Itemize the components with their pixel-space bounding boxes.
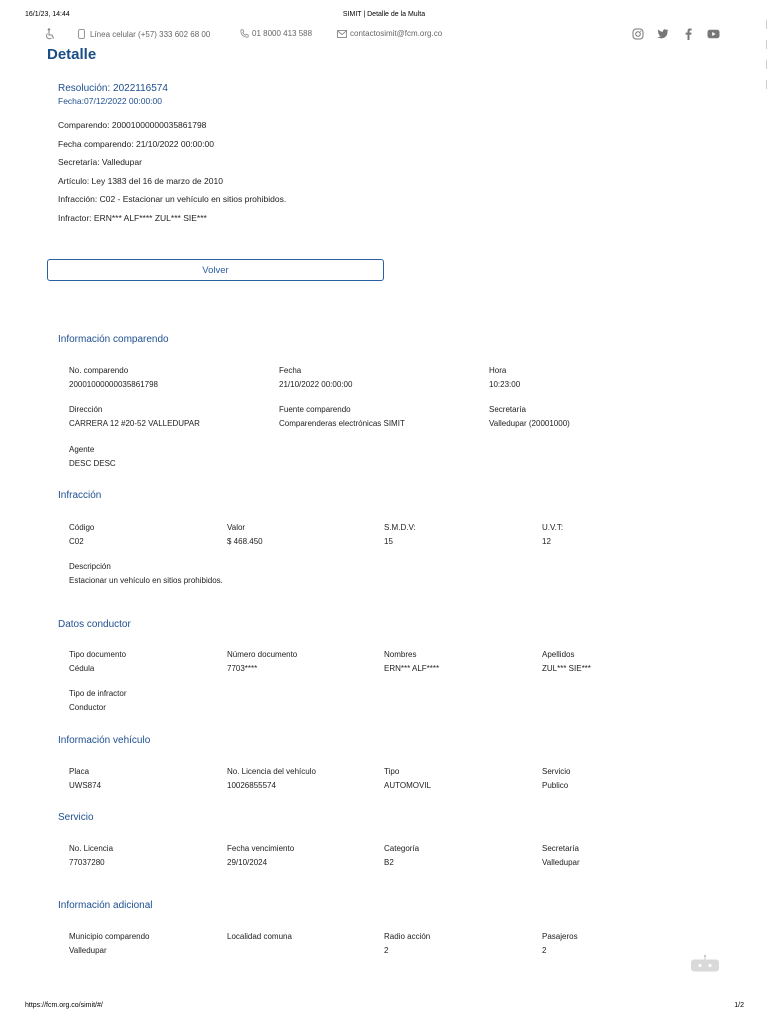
print-datetime: 16/1/23, 14:44 <box>25 11 70 18</box>
field-value: 21/10/2022 00:00:00 <box>279 380 353 389</box>
youtube-icon[interactable] <box>706 27 720 41</box>
field-licencia-vehiculo <box>227 765 316 793</box>
field-secretaria <box>489 403 570 431</box>
field-fuente-comparendo <box>279 403 405 431</box>
field-tipo-vehiculo <box>384 765 431 793</box>
field-value: 15 <box>384 537 393 546</box>
field-label: Municipio comparendo <box>69 932 150 941</box>
field-value: 2 <box>384 946 389 955</box>
field-numero-documento <box>227 648 297 676</box>
contact-telefono-text: 01 8000 413 588 <box>252 29 313 38</box>
chatbot-icon[interactable] <box>690 954 720 972</box>
section-datos-conductor-title: Datos conductor <box>58 619 131 630</box>
field-value: 10:23:00 <box>489 380 521 389</box>
field-value: Publico <box>542 781 569 790</box>
field-label: No. Licencia <box>69 844 114 853</box>
field-value: B2 <box>384 858 394 867</box>
info-secretaria: Secretaría: Valledupar <box>58 157 142 168</box>
field-secretaria-servicio <box>542 842 580 870</box>
field-label: Fuente comparendo <box>279 405 351 414</box>
section-infraccion-title: Infracción <box>58 490 102 501</box>
field-label: No. comparendo <box>69 366 129 375</box>
field-tipo-infractor <box>69 687 127 715</box>
field-hora <box>489 364 520 392</box>
field-label: Nombres <box>384 650 417 659</box>
print-title: SIMIT | Detalle de la Multa <box>342 11 426 18</box>
field-value: 20001000000035861798 <box>69 380 158 389</box>
page-title: Detalle <box>47 46 97 63</box>
contact-telefono[interactable] <box>240 29 312 38</box>
field-label: Pasajeros <box>542 932 578 941</box>
field-value: $ 468.450 <box>227 537 263 546</box>
field-value: C02 <box>69 537 84 546</box>
resolucion-fecha-label: Fecha: <box>58 96 84 106</box>
info-infractor: Infractor: ERN*** ALF**** ZUL*** SIE*** <box>58 212 207 223</box>
field-value: Valledupar <box>542 858 580 867</box>
field-label: Categoría <box>384 844 420 853</box>
facebook-icon[interactable] <box>681 27 695 41</box>
info-fecha-comparendo: Fecha comparendo: 21/10/2022 00:00:00 <box>58 138 214 149</box>
field-apellidos <box>542 648 591 676</box>
field-value: 10026855574 <box>227 781 276 790</box>
field-value: Conductor <box>69 703 106 712</box>
field-value: Comparenderas electrónicas SIMIT <box>279 419 405 428</box>
print-header <box>0 11 768 21</box>
field-value: Cédula <box>69 664 95 673</box>
field-value: UWS874 <box>69 781 102 790</box>
field-direccion <box>69 403 200 431</box>
mobile-icon <box>78 29 85 39</box>
field-no-licencia <box>69 842 113 870</box>
field-codigo <box>69 521 94 549</box>
accessibility-icon[interactable] <box>44 28 55 40</box>
volver-button[interactable]: Volver <box>47 259 384 281</box>
field-label: Tipo de infractor <box>69 689 127 698</box>
field-tipo-documento <box>69 648 126 676</box>
field-label: Código <box>69 523 95 532</box>
edge-marks <box>762 20 768 100</box>
social-links <box>631 27 720 41</box>
info-articulo: Artículo: Ley 1383 del 16 de marzo de 2010 <box>58 175 223 186</box>
print-footer-page: 1/2 <box>734 1002 744 1009</box>
resolucion-fecha-value: 07/12/2022 00:00:00 <box>84 96 162 106</box>
field-value: ERN*** ALF**** <box>384 664 440 673</box>
field-value: Valledupar (20001000) <box>489 419 570 428</box>
field-agente <box>69 443 116 471</box>
field-value: 2 <box>542 946 547 955</box>
print-footer-url: https://fcm.org.co/simit/#/ <box>25 1002 103 1009</box>
field-municipio-comparendo <box>69 930 150 958</box>
field-label: Tipo documento <box>69 650 127 659</box>
field-label: Apellidos <box>542 650 575 659</box>
contact-celular-text: Línea celular (+57) 333 602 68 00 <box>90 29 211 39</box>
contact-celular[interactable] <box>78 29 210 39</box>
resolucion-title: Resolución: 2022116574 <box>58 83 168 94</box>
field-localidad-comuna <box>227 930 292 944</box>
field-radio-accion <box>384 930 430 958</box>
info-infraccion: Infracción: C02 - Estacionar un vehículo en sitios prohibidos. <box>58 194 287 205</box>
resolucion-fecha <box>58 96 162 106</box>
field-value: 77037280 <box>69 858 105 867</box>
field-label: Valor <box>227 523 246 532</box>
field-categoria <box>384 842 419 870</box>
field-value: ZUL*** SIE*** <box>542 664 591 673</box>
field-uvt <box>542 521 563 549</box>
field-label: Secretaría <box>542 844 579 853</box>
field-value: AUTOMOVIL <box>384 781 431 790</box>
field-label: Agente <box>69 445 95 454</box>
field-value: 29/10/2024 <box>227 858 268 867</box>
field-label: Radio acción <box>384 932 431 941</box>
field-label: Fecha vencimiento <box>227 844 295 853</box>
field-label: Servicio <box>542 767 571 776</box>
section-info-adicional-title: Información adicional <box>58 900 153 911</box>
field-nombres <box>384 648 439 676</box>
field-value: 12 <box>542 537 551 546</box>
field-valor <box>227 521 263 549</box>
field-label: Secretaría <box>489 405 526 414</box>
field-fecha <box>279 364 352 392</box>
field-label: Hora <box>489 366 507 375</box>
section-info-vehiculo-title: Información vehículo <box>58 735 151 746</box>
field-label: S.M.D.V: <box>384 523 416 532</box>
contact-email[interactable] <box>337 29 442 38</box>
field-label: Tipo <box>384 767 400 776</box>
field-label: Número documento <box>227 650 298 659</box>
field-placa <box>69 765 101 793</box>
field-value: Estacionar un vehículo en sitios prohibidos. <box>69 576 223 585</box>
field-descripcion <box>69 560 223 588</box>
field-value: DESC DESC <box>69 459 116 468</box>
section-info-comparendo-title: Información comparendo <box>58 334 169 345</box>
field-label: Localidad comuna <box>227 932 292 941</box>
field-label: Descripción <box>69 562 111 571</box>
field-fecha-vencimiento <box>227 842 294 870</box>
field-servicio-vehiculo <box>542 765 570 793</box>
info-lines <box>58 119 286 231</box>
field-value: Valledupar <box>69 946 107 955</box>
contact-email-text: contactosimit@fcm.org.co <box>350 29 443 38</box>
field-value: 7703**** <box>227 664 258 673</box>
phone-icon <box>240 29 249 38</box>
field-label: Placa <box>69 767 90 776</box>
field-label: U.V.T: <box>542 523 564 532</box>
field-pasajeros <box>542 930 578 958</box>
field-value: CARRERA 12 #20-52 VALLEDUPAR <box>69 419 200 428</box>
info-comparendo: Comparendo: 20001000000035861798 <box>58 120 207 130</box>
field-label: Dirección <box>69 405 103 414</box>
field-smdv <box>384 521 416 549</box>
instagram-icon[interactable] <box>631 27 645 41</box>
mail-icon <box>337 30 347 38</box>
field-label: Fecha <box>279 366 302 375</box>
field-no-comparendo <box>69 364 158 392</box>
field-label: No. Licencia del vehículo <box>227 767 316 776</box>
section-servicio-title: Servicio <box>58 812 94 823</box>
twitter-icon[interactable] <box>656 27 670 41</box>
